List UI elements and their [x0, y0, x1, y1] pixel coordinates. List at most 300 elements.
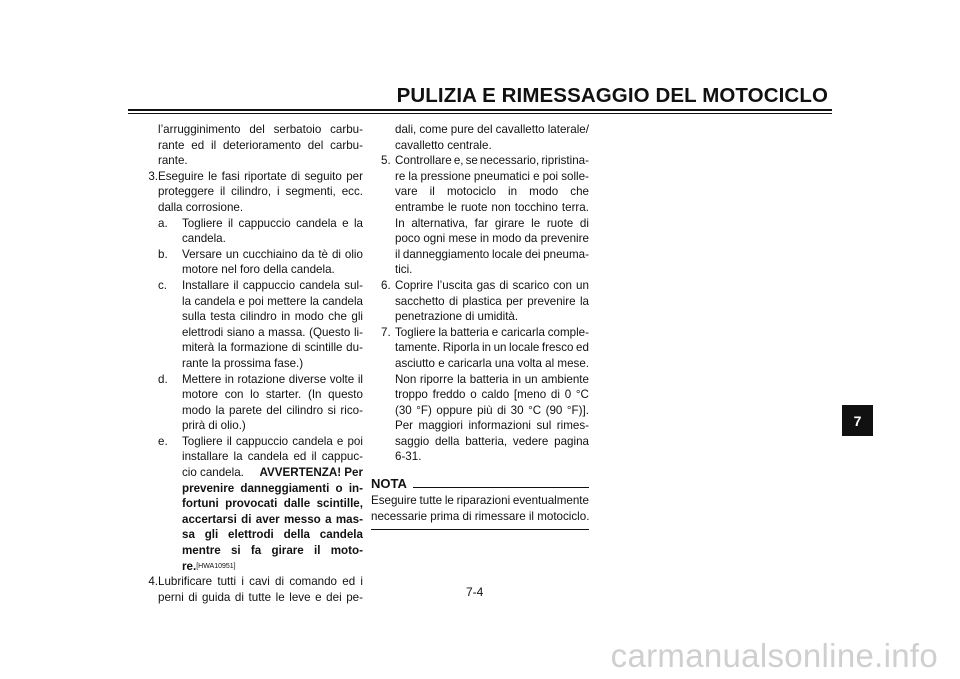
word: a [258, 325, 265, 339]
text-line [395, 403, 589, 419]
note-heading [371, 473, 589, 491]
text-line [395, 418, 589, 434]
warning-line [182, 527, 363, 543]
word: cavi [249, 575, 270, 589]
word: ed [191, 138, 205, 152]
word: un [493, 341, 507, 355]
text-line: dalla corrosione. [158, 200, 244, 214]
word: questo [328, 388, 363, 402]
step-number: 6. [381, 278, 391, 292]
word: locale [491, 247, 523, 261]
warning-line [182, 481, 363, 497]
word: laterale/ [547, 123, 589, 136]
word: serbatoio [273, 123, 322, 136]
word: tutte [248, 590, 272, 604]
word: informazioni [468, 419, 531, 433]
word: rimes- [556, 419, 589, 433]
note-heading-rule [413, 487, 589, 488]
word: mettere [267, 294, 307, 308]
word: le [275, 590, 285, 604]
text-line [395, 356, 589, 372]
mixed-text: cio candela. [182, 466, 244, 480]
word: di [579, 216, 589, 230]
word: poi [542, 169, 559, 183]
word: del [249, 123, 265, 136]
word: Per [395, 419, 414, 433]
text-line: rante la prossima fase.) [182, 356, 304, 370]
word: da [524, 232, 538, 246]
text-line [395, 184, 589, 200]
word: motore [182, 388, 219, 402]
warning-text: AVVERTENZA! Per [259, 466, 363, 480]
word: dei [525, 247, 541, 261]
word: con [224, 388, 244, 402]
word: riparazioni [456, 494, 511, 508]
text-line [158, 574, 363, 590]
text-line: prirà di olio.) [182, 419, 246, 433]
word: cilindro [239, 310, 277, 324]
word: siano [226, 325, 255, 339]
word: modo [529, 185, 559, 199]
word: di [497, 403, 507, 417]
step-body [395, 278, 589, 325]
word: in [480, 232, 490, 246]
word: se [465, 154, 478, 168]
word: il [357, 372, 363, 386]
word: girare [494, 216, 525, 230]
word: parete [229, 403, 262, 417]
header-rule-thick [128, 109, 832, 111]
word: volte [329, 372, 355, 386]
word: starter. [265, 388, 302, 402]
word: i [277, 185, 280, 199]
word: candela [194, 294, 236, 308]
word: ripristina- [541, 154, 589, 168]
substep-body [182, 247, 363, 278]
word: ed [342, 575, 356, 589]
text-line: candela. [182, 232, 226, 246]
text-line [182, 247, 363, 263]
text-line [182, 449, 363, 465]
word: mese. [557, 356, 589, 370]
word: il [314, 544, 321, 558]
word: modo [294, 310, 324, 324]
word: una [494, 356, 515, 370]
word: [meno [513, 388, 547, 402]
word: della [434, 434, 460, 448]
word: della [283, 528, 310, 542]
substep-e [158, 434, 363, 574]
word: da [301, 247, 315, 261]
word: scarico [512, 278, 550, 292]
word: per [506, 294, 523, 308]
text-line [395, 434, 589, 450]
word: proteggere [158, 185, 215, 199]
word: a [325, 512, 332, 526]
word: (30 [395, 403, 412, 417]
word: segmenti, [285, 185, 336, 199]
word: di [275, 575, 285, 589]
word: dali, [395, 123, 417, 136]
right-column [371, 122, 589, 530]
page-title: PULIZIA E RIMESSAGGIO DEL MOTOCICLO [396, 84, 828, 107]
word: e [342, 216, 349, 230]
word: prevenire [182, 481, 235, 495]
word: e [533, 169, 540, 183]
word: di [291, 341, 301, 355]
text-line [395, 294, 589, 310]
word: di [234, 590, 244, 604]
step-7 [371, 325, 589, 465]
word: la [217, 341, 227, 355]
word: al [545, 356, 555, 370]
word: ruote [460, 200, 488, 214]
substep-b [158, 247, 363, 278]
word: 30 [510, 403, 524, 417]
word: pagina [554, 434, 589, 448]
word: sulla [182, 310, 206, 324]
word: le [531, 216, 541, 230]
word: Non [395, 372, 417, 386]
step-6 [371, 278, 589, 325]
text-line [395, 200, 589, 216]
text-line: rante. [158, 154, 188, 168]
text-line [182, 434, 363, 450]
word: il [311, 450, 317, 464]
word: ed [293, 450, 307, 464]
word: i [360, 575, 363, 589]
word: di [499, 278, 509, 292]
substep-label: a. [158, 216, 168, 230]
text-line [182, 372, 363, 388]
word: sul- [344, 278, 363, 292]
word: mentre [182, 544, 221, 558]
word: la [457, 372, 467, 386]
word: Coprire [395, 278, 434, 292]
note-end-rule [371, 529, 589, 530]
word: di [291, 169, 301, 183]
word: gas [476, 278, 496, 292]
word: che [570, 185, 589, 199]
word: candela [299, 278, 340, 292]
word: plastica [462, 294, 502, 308]
word: tè [318, 247, 328, 261]
word: pure [450, 123, 475, 136]
word: in- [348, 481, 363, 495]
word: un [576, 278, 589, 292]
word: candela [322, 294, 363, 308]
word: la [309, 294, 319, 308]
text-line [158, 184, 363, 200]
word: ed [576, 341, 589, 355]
substep-label: d. [158, 372, 168, 386]
word: deterioramento [222, 138, 301, 152]
word: di [331, 247, 341, 261]
word: danneggiamento [402, 247, 490, 261]
word: aver [255, 512, 280, 526]
word: leve [289, 590, 311, 604]
word: il [211, 138, 217, 152]
text-line [182, 340, 363, 356]
word: moto- [330, 544, 363, 558]
word: fresco [541, 341, 574, 355]
watermark: carmanualsonline.info [610, 637, 938, 674]
word: in [512, 372, 522, 386]
step-number: 5. [381, 154, 391, 168]
word: °F) [416, 403, 432, 417]
word: che [328, 310, 347, 324]
substep-body [182, 434, 363, 574]
word: in [224, 372, 234, 386]
word: riporre [419, 372, 454, 386]
text-line [395, 122, 589, 138]
word: Togliere [182, 216, 223, 230]
word: non [491, 200, 511, 214]
word: motociclo [446, 185, 496, 199]
word: Mettere [182, 372, 222, 386]
text-line [182, 216, 363, 232]
word: poi [248, 294, 264, 308]
word: la [353, 216, 363, 230]
word: comando [289, 575, 338, 589]
word: in [281, 310, 291, 324]
word: come [419, 123, 448, 136]
word: candela [296, 216, 337, 230]
word: fasi [221, 169, 240, 183]
word: ambiente [541, 372, 589, 386]
word: seguito [304, 169, 342, 183]
word: l’uscita [437, 278, 473, 292]
word: sul [536, 419, 552, 433]
word: (In [307, 388, 322, 402]
text-line [395, 247, 589, 263]
text-line [158, 590, 363, 606]
word: accertarsi [182, 512, 237, 526]
substep-label: b. [158, 247, 168, 261]
text-line [182, 278, 363, 294]
word: solle- [561, 169, 589, 183]
substep-c [158, 278, 363, 372]
word: del [266, 403, 282, 417]
word: di [550, 388, 560, 402]
word: riportate [244, 169, 287, 183]
word: in [508, 185, 518, 199]
word: cappuccio [238, 216, 291, 230]
text-line: motore nel foro della candela. [182, 263, 335, 277]
text-line [395, 325, 589, 341]
word: e [438, 356, 445, 370]
substep-body [182, 372, 363, 434]
word: tutti [217, 575, 237, 589]
step-body [158, 574, 363, 605]
word: e [336, 434, 344, 448]
word: cilindro [286, 403, 324, 417]
right-cont-block [371, 122, 589, 153]
step-3 [145, 169, 363, 574]
word: massa. [268, 325, 306, 339]
warning-code: [HWA10951] [196, 562, 236, 570]
word: o [335, 481, 343, 495]
text-line [371, 493, 589, 509]
word: girare [271, 544, 304, 558]
word: li- [353, 325, 363, 339]
word: pe- [346, 590, 363, 604]
chapter-tab: 7 [842, 405, 873, 436]
word: comple- [547, 325, 589, 339]
word: °C [575, 388, 589, 402]
substep-d [158, 372, 363, 434]
word: rico- [340, 403, 363, 417]
word: tutte [419, 494, 443, 508]
text-line: penetrazione di umidità. [395, 310, 519, 324]
word: maggiori [418, 419, 463, 433]
word: du- [346, 341, 363, 355]
text-line [395, 216, 589, 232]
word: installare [182, 450, 229, 464]
word: saggio [395, 434, 430, 448]
text-line [182, 403, 363, 419]
word: e [315, 590, 322, 604]
page-number: 7-4 [466, 585, 484, 599]
word: danneggiamenti [240, 481, 330, 495]
text-line [395, 231, 589, 247]
word: la [438, 325, 448, 339]
word: cavalletto [495, 123, 545, 136]
word: Versare [182, 247, 222, 261]
text-line [395, 372, 589, 388]
word: locale [509, 341, 540, 355]
text-line [158, 169, 363, 185]
word: pressione [420, 169, 471, 183]
word: un [225, 247, 239, 261]
step-5 [371, 153, 589, 278]
header-rule-thin [128, 113, 832, 114]
word: la [408, 169, 418, 183]
text-line [182, 387, 363, 403]
text-line [395, 153, 589, 169]
left-column [145, 122, 363, 605]
text-line [158, 138, 363, 154]
word: del [307, 138, 324, 152]
word: prevenire [540, 232, 589, 246]
word: tocchino [514, 200, 558, 214]
word: olio [344, 247, 363, 261]
word: un [524, 372, 538, 386]
word: mas- [335, 512, 363, 526]
word: °C [528, 403, 542, 417]
word: sa [182, 528, 195, 542]
text-line [395, 278, 589, 294]
word: scintille, [316, 497, 363, 511]
word: volta [517, 356, 542, 370]
word: rante [158, 138, 185, 152]
word: di [188, 590, 198, 604]
word: guida [201, 590, 231, 604]
word: 0 [564, 388, 572, 402]
step-body [395, 153, 589, 278]
substep-body [182, 278, 363, 372]
word: caldo [481, 388, 510, 402]
word: In [395, 216, 405, 230]
word: e [238, 294, 245, 308]
text-line: 6-31. [395, 450, 422, 464]
word: ruote [546, 216, 574, 230]
word: l’arrugginimento [158, 123, 241, 136]
warning-end: re. [182, 559, 197, 573]
word: la [233, 450, 243, 464]
word: tamente. [395, 341, 441, 355]
step-number: 7. [381, 325, 391, 339]
step-4 [145, 574, 363, 605]
word: le [208, 169, 218, 183]
word: di [241, 512, 252, 526]
word: la [579, 294, 589, 308]
warning-line [182, 496, 363, 512]
word: pneumatici [473, 169, 530, 183]
word: si [327, 403, 336, 417]
text-line: necessarie prima di rimessare il motociclo. [371, 509, 590, 523]
word: modo [182, 403, 212, 417]
word: perni [158, 590, 184, 604]
word: gli [351, 310, 363, 324]
text-line [395, 340, 589, 356]
word: modo [492, 232, 522, 246]
word: e, [453, 154, 464, 168]
word: entrambe [395, 200, 444, 214]
substep-label: c. [158, 278, 168, 292]
left-cont-block [145, 122, 363, 169]
note-body [371, 493, 589, 524]
word: sacchetto [395, 294, 445, 308]
word: carbu- [330, 123, 363, 136]
word: asciutto [395, 356, 435, 370]
word: far [474, 216, 489, 230]
word: Eseguire [158, 169, 204, 183]
word: il [226, 434, 232, 448]
word: messo [284, 512, 321, 526]
word: dei [326, 590, 342, 604]
word: mese [448, 232, 477, 246]
word: necessario, [479, 154, 540, 168]
word: lo [250, 388, 260, 402]
mixed-warning-line [182, 465, 363, 481]
word: il [233, 278, 239, 292]
word: gli [204, 528, 219, 542]
word: Installare [182, 278, 230, 292]
text-line [182, 325, 363, 341]
word: candela [247, 450, 289, 464]
word: più [477, 403, 493, 417]
substep-a [158, 216, 363, 247]
word: il [395, 247, 401, 261]
step-body [395, 325, 589, 465]
text-line [395, 169, 589, 185]
word: Lubrificare [158, 575, 213, 589]
word: diverse [288, 372, 327, 386]
word: cappuccio [235, 434, 289, 448]
word: con [553, 278, 572, 292]
word: re [395, 169, 406, 183]
word: il [220, 185, 226, 199]
substep-body [182, 216, 363, 247]
word: candela [319, 528, 363, 542]
word: del [477, 123, 493, 136]
word: miterà [182, 341, 215, 355]
text-line [395, 387, 589, 403]
word: elettrodi [182, 325, 224, 339]
word: alternativa, [411, 216, 469, 230]
warning-line [182, 512, 363, 528]
